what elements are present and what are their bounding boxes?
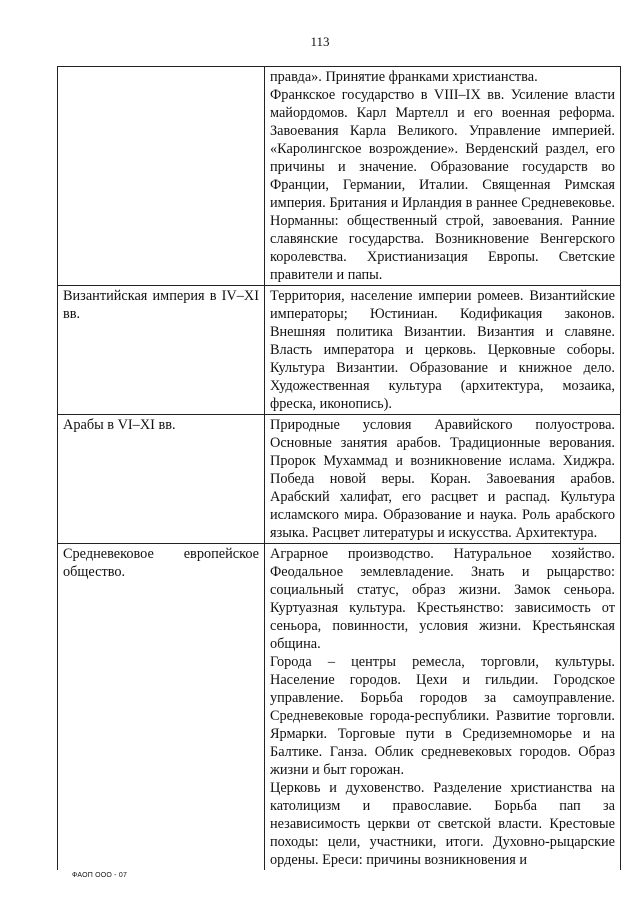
content-paragraph: Аграрное производство. Натуральное хозяйство. Феодальное землевладение. Знать и рыцарство: социальный статус, образ жизни. Замок сеньора. Куртуазная культура. Крестьянство: зависимость от сеньора, повинности, условия жизни. Крестьянская община.: [270, 546, 615, 652]
content-paragraph: Природные условия Аравийского полуострова. Основные занятия арабов. Традиционные верования. Пророк Мухаммад и возникновение ислама. Хиджра. Победа новой веры. Коран. Завоевания арабов. Арабский халифат, его расцвет и распад. Культура исламского мира. Образование и наука. Роль арабского языка. Расцвет литературы и искусства. Архитектура.: [270, 417, 615, 541]
table-row: [58, 286, 621, 415]
topic-cell: Византийская империя в IV–XI вв.: [58, 286, 265, 415]
table-row: [58, 544, 621, 871]
content-paragraph: Территория, население империи ромеев. Византийские императоры; Юстиниан. Кодификация законов. Внешняя политика Византии. Византия и славяне. Власть императора и церковь. Церковные соборы. Культура Византии. Образование и книжное дело. Художественная культура (архитектура, мозаика, фреска, иконопись).: [270, 288, 615, 412]
footer-document-code: ФАОП ООО - 07: [72, 872, 128, 879]
content-cell: [265, 286, 621, 415]
table-row: [58, 67, 621, 286]
content-cell: [265, 67, 621, 286]
content-paragraph: правда». Принятие франками христианства.: [270, 69, 538, 85]
topic-cell: [58, 67, 265, 286]
topic-cell: Арабы в VI–XI вв.: [58, 415, 265, 544]
content-paragraph: Церковь и духовенство. Разделение христианства на католицизм и православие. Борьба пап за независимость церкви от светской власти. Крестовые походы: цели, участники, итоги. Духовно-рыцарские ордены. Ереси: причины возникновения и: [270, 780, 615, 868]
curriculum-table: [57, 66, 621, 870]
topic-cell: Средневековое европейское общество.: [58, 544, 265, 871]
content-cell: [265, 544, 621, 871]
page-number: 113: [310, 34, 330, 49]
content-paragraph: Франкское государство в VIII–IX вв. Усиление власти майордомов. Карл Мартелл и его военная реформа. Завоевания Карла Великого. Управление империей. «Каролингское возрождение». Верденский раздел, его причины и значение. Образование государств во Франции, Германии, Италии. Священная Римская империя. Британия и Ирландия в раннее Средневековье. Норманны: общественный строй, завоевания. Ранние славянские государства. Возникновение Венгерского королевства. Христианизация Европы. Светские правители и папы.: [270, 87, 615, 283]
table-row: [58, 415, 621, 544]
content-paragraph: Города – центры ремесла, торговли, культуры. Население городов. Цехи и гильдии. Городское управление. Борьба городов за самоуправление. Средневековые города-республики. Развитие торговли. Ярмарки. Торговые пути в Средиземноморье и на Балтике. Ганза. Облик средневековых городов. Образ жизни и быт горожан.: [270, 654, 615, 778]
content-cell: [265, 415, 621, 544]
